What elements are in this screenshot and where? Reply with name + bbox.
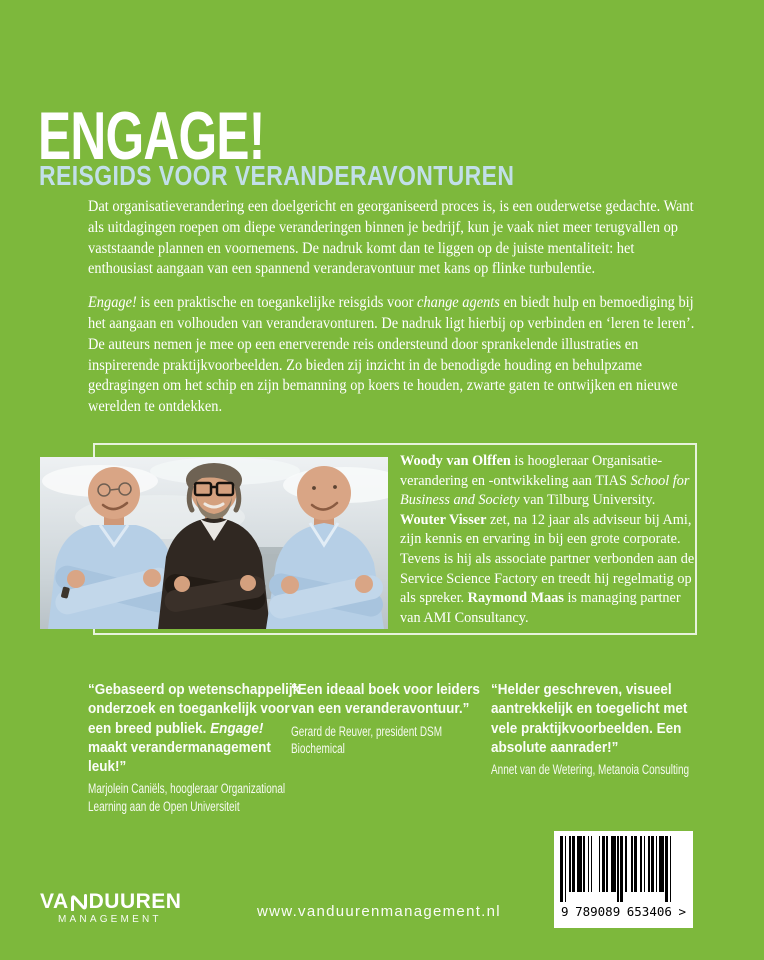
barcode-digits	[560, 904, 687, 919]
barcode-prefix-digit: 9	[561, 904, 569, 919]
book-title: ENGAGE!	[38, 97, 265, 174]
publisher-logo-text-right: DUUREN	[88, 890, 182, 913]
publisher-logo-text-left: VA	[40, 890, 69, 913]
book-subtitle: REISGIDS VOOR VERANDERAVONTUREN	[39, 160, 515, 192]
testimonial-2-attribution: Gerard de Reuver, president DSM Biochemical	[291, 723, 443, 757]
testimonial-1-quote: “Gebaseerd op wetenschappelijk onderzoek en toegankelijk voor een breed publiek. Engage! maakt verandermanagement leuk!”	[88, 682, 301, 776]
intro-text	[88, 197, 698, 431]
testimonial-1	[88, 681, 300, 816]
testimonial-2	[291, 681, 487, 758]
authors-photo	[40, 457, 388, 629]
authors-bio: Woody van Olffen is hoogleraar Organisatieverandering en -ontwikkeling aan TIAS School for Business and Society van Tilburg University. Wouter Visser zet, na 12 jaar als adviseur bij Ami, zijn kennis en ervaring in bij een grote corporate. Tevens is hij als associate partner verbonden aan de Service Science Factory en treedt hij regelmatig op als spreker. Raymond Maas is managing partner van AMI Consultancy.	[400, 453, 695, 626]
testimonial-2-quote: “Een ideaal boek voor leiders van een veranderavontuur.”	[291, 682, 480, 718]
testimonial-3-quote: “Helder geschreven, visueel aantrekkelijk en toegelicht met vele praktijkvoorbeelden. Een absolute aanrader!”	[491, 682, 688, 756]
publisher-logo-wordmark	[40, 892, 181, 912]
barcode-group-1: 789089	[575, 904, 621, 919]
testimonial-3-attribution: Annet van de Wetering, Metanoia Consulting	[491, 762, 690, 778]
publisher-logo	[40, 892, 181, 925]
intro-paragraph-1: Dat organisatieverandering een doelgericht en georganiseerd proces is, is een ouderwetse gedachte. Want als uitdagingen roepen om diepe veranderingen binnen je bedrijf, kun je vaak niet meer terugvallen op vaststaande plannen en voornemens. De nadruk komt dan te liggen op de juiste mentaliteit: het enthousiast aangaan van een spannend veranderavontuur met kans op flinke turbulentie.	[88, 198, 694, 278]
publisher-website: www.vanduurenmanagement.nl	[257, 903, 501, 920]
publisher-logo-subtext: MANAGEMENT	[58, 914, 162, 925]
barcode-arrow: >	[678, 904, 686, 919]
barcode-group-2: 653406	[626, 904, 672, 919]
isbn-barcode	[554, 831, 693, 928]
barcode-bars	[560, 836, 687, 902]
testimonial-1-attribution: Marjolein Caniëls, hoogleraar Organizational Learning aan de Open Universiteit	[88, 781, 286, 815]
testimonial-3	[491, 681, 711, 779]
intro-paragraph-2: Engage! is een praktische en toegankelijke reisgids voor change agents en biedt hulp en bemoediging bij het aangaan en volhouden van veranderavonturen. De nadruk ligt hierbij op verbinden en ‘leren te leren’. De auteurs nemen je mee op een enerverende reis ondersteund door sprankelende illustraties en inspirerende praktijkvoorbeelden. Zo bieden zij inzicht in de benodigde houding en behulpzame gedragingen om het schip en zijn bemanning op koers te houden, zwarte gaten te ontwijken en nieuwe werelden te ontdekken.	[88, 294, 695, 416]
logo-stylized-n-icon	[70, 894, 88, 911]
